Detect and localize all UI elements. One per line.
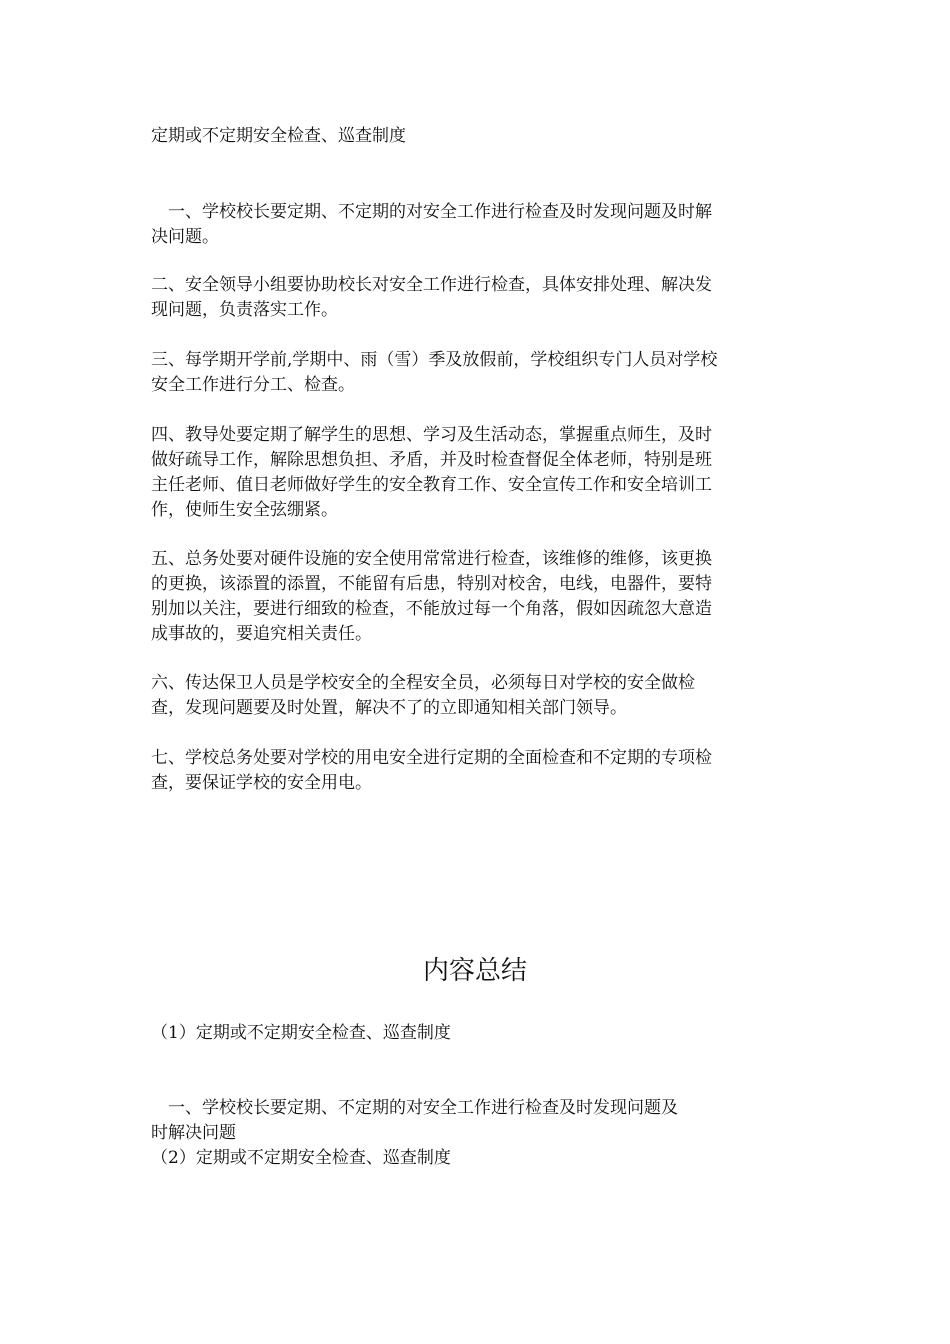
paragraph-line: 四、教导处要定期了解学生的思想、学习及生活动态，掌握重点师生，及时	[151, 425, 712, 445]
paragraph-line: 的更换，该添置的添置，不能留有后患，特别对校舍，电线，电器件，要特	[151, 574, 712, 594]
paragraph-1	[151, 200, 712, 250]
paragraph-line: 三、每学期开学前,学期中、雨（雪）季及放假前，学校组织专门人员对学校	[151, 350, 718, 370]
paragraph-line: 别加以关注，要进行细致的检查，不能放过每一个角落，假如因疏忽大意造	[151, 599, 712, 619]
paragraph-3	[151, 348, 717, 398]
paragraph-2	[151, 273, 712, 323]
paragraph-6	[151, 671, 695, 721]
paragraph-line: 作，使师生安全弦绷紧。	[151, 500, 338, 520]
paragraph-line: 做好疏导工作，解除思想负担、矛盾，并及时检查督促全体老师，特别是班	[151, 450, 712, 470]
paragraph-line: 成事故的，要追究相关责任。	[151, 624, 372, 644]
paragraph-line: 决问题。	[151, 227, 219, 247]
summary-item-1-body	[151, 1096, 678, 1146]
paragraph-line: 六、传达保卫人员是学校安全的全程安全员，必须每日对学校的安全做检	[151, 673, 695, 693]
paragraph-line: 现问题，负责落实工作。	[151, 300, 338, 320]
summary-line: 一、学校校长要定期、不定期的对安全工作进行检查及时发现问题及	[151, 1098, 678, 1118]
paragraph-line: 二、安全领导小组要协助校长对安全工作进行检查，具体安排处理、解决发	[151, 275, 712, 295]
paragraph-5	[151, 547, 712, 647]
summary-item-2	[151, 1146, 451, 1171]
paragraph-line: 查，要保证学校的安全用电。	[151, 773, 372, 793]
paragraph-line: 查，发现问题要及时处置，解决不了的立即通知相关部门领导。	[151, 698, 627, 718]
summary-line: 时解决问题	[151, 1123, 236, 1143]
paragraph-line: 主任老师、值日老师做好学生的安全教育工作、安全宣传工作和安全培训工	[151, 475, 712, 495]
paragraph-7	[151, 746, 712, 796]
summary-item-1	[151, 1021, 451, 1046]
summary-item-1-text: （1）定期或不定期安全检查、巡查制度	[151, 1023, 451, 1043]
paragraph-line: 七、学校总务处要对学校的用电安全进行定期的全面检查和不定期的专项检	[151, 748, 712, 768]
paragraph-4	[151, 423, 712, 523]
paragraph-line: 五、总务处要对硬件设施的安全使用常常进行检查，该维修的维修，该更换	[151, 549, 712, 569]
document-title-text: 定期或不定期安全检查、巡查制度	[151, 126, 406, 146]
document-title	[151, 124, 406, 149]
paragraph-line: 安全工作进行分工、检查。	[151, 375, 355, 395]
summary-heading: 内容总结	[422, 956, 527, 986]
paragraph-line: 一、学校校长要定期、不定期的对安全工作进行检查及时发现问题及时解	[151, 202, 712, 222]
summary-item-2-text: （2）定期或不定期安全检查、巡查制度	[151, 1148, 451, 1168]
